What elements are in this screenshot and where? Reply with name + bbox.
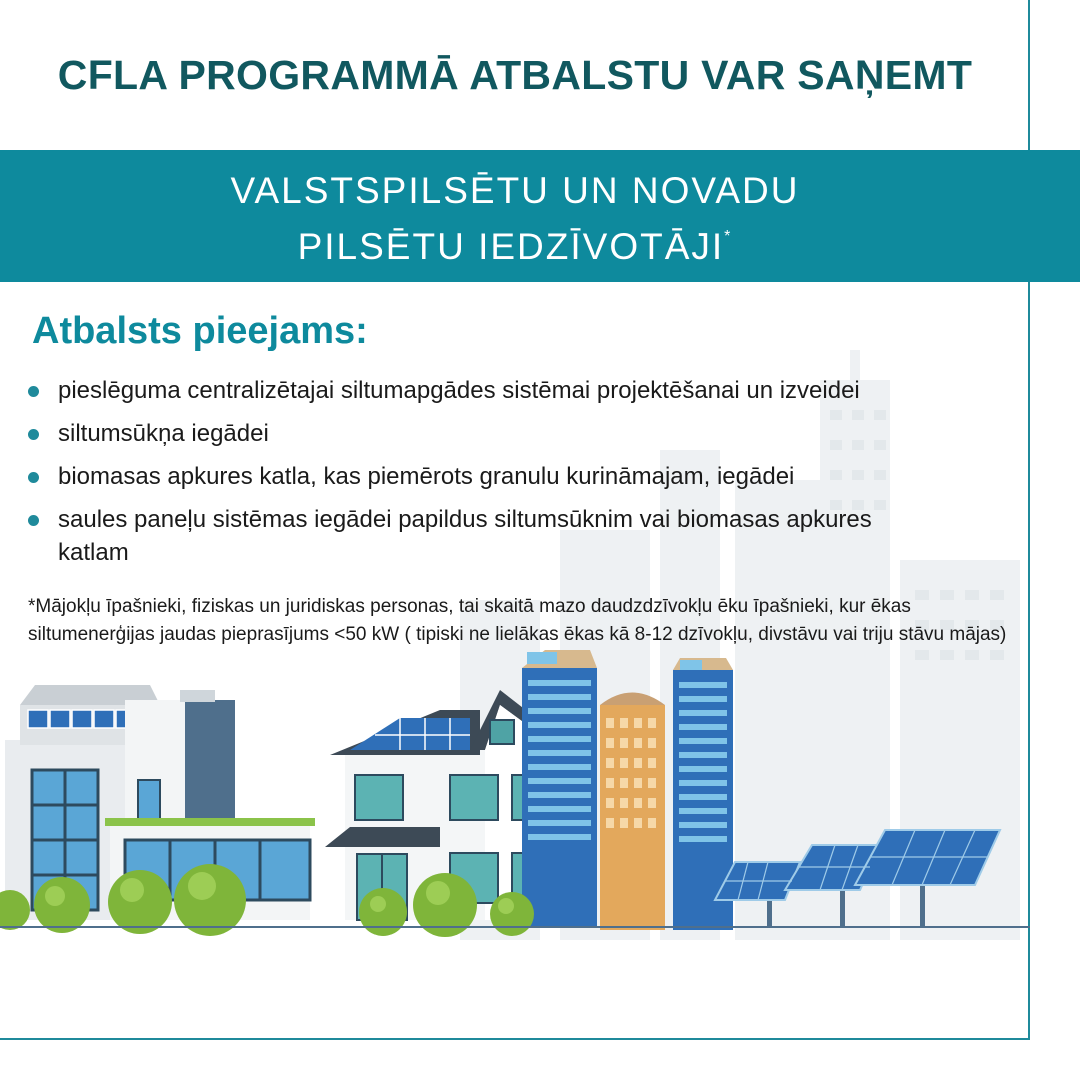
bullet-icon [28, 429, 39, 440]
target-group-banner [0, 150, 1080, 282]
bullet-icon [28, 472, 39, 483]
support-item: saules paneļu sistēmas iegādei papildus siltumsūknim vai biomasas apkures katlam [28, 503, 938, 569]
solar-panel-icon [715, 830, 1000, 927]
support-heading: Atbalsts pieejams: [32, 310, 368, 352]
support-item: pieslēguma centralizētajai siltumapgādes sistēmai projektēšanai un izveidei [28, 374, 1018, 407]
bullet-icon [28, 515, 39, 526]
banner-asterisk: * [724, 228, 733, 245]
support-item: biomasas apkures katla, kas piemērots granulu kurināmajam, iegādei [28, 460, 1018, 493]
frame-border-bottom [0, 1038, 1030, 1040]
bullet-icon [28, 386, 39, 397]
ground-line [0, 926, 1030, 928]
banner-line-1: VALSTSPILSĒTU UN NOVADU [230, 170, 800, 211]
banner-line-2: PILSĒTU IEDZĪVOTĀJI* [297, 226, 733, 267]
support-list [28, 374, 1018, 579]
skyscraper-icon [522, 650, 733, 930]
footnote: *Mājokļu īpašnieki, fiziskas un juridiskas personas, tai skaitā mazo daudzdzīvokļu ēku īpašnieki, kur ēkas siltumenerģijas jaudas pieprasījums <50 kW ( tipiski ne lielākas ēkas kā 8-12 dzīvokļu, divstāvu vai triju stāvu mājas) [28, 596, 1007, 645]
page-title: CFLA PROGRAMMĀ ATBALSTU VAR SAŅEMT [57, 52, 973, 98]
city-illustration [0, 640, 1030, 940]
support-item: siltumsūkņa iegādei [28, 417, 1018, 450]
